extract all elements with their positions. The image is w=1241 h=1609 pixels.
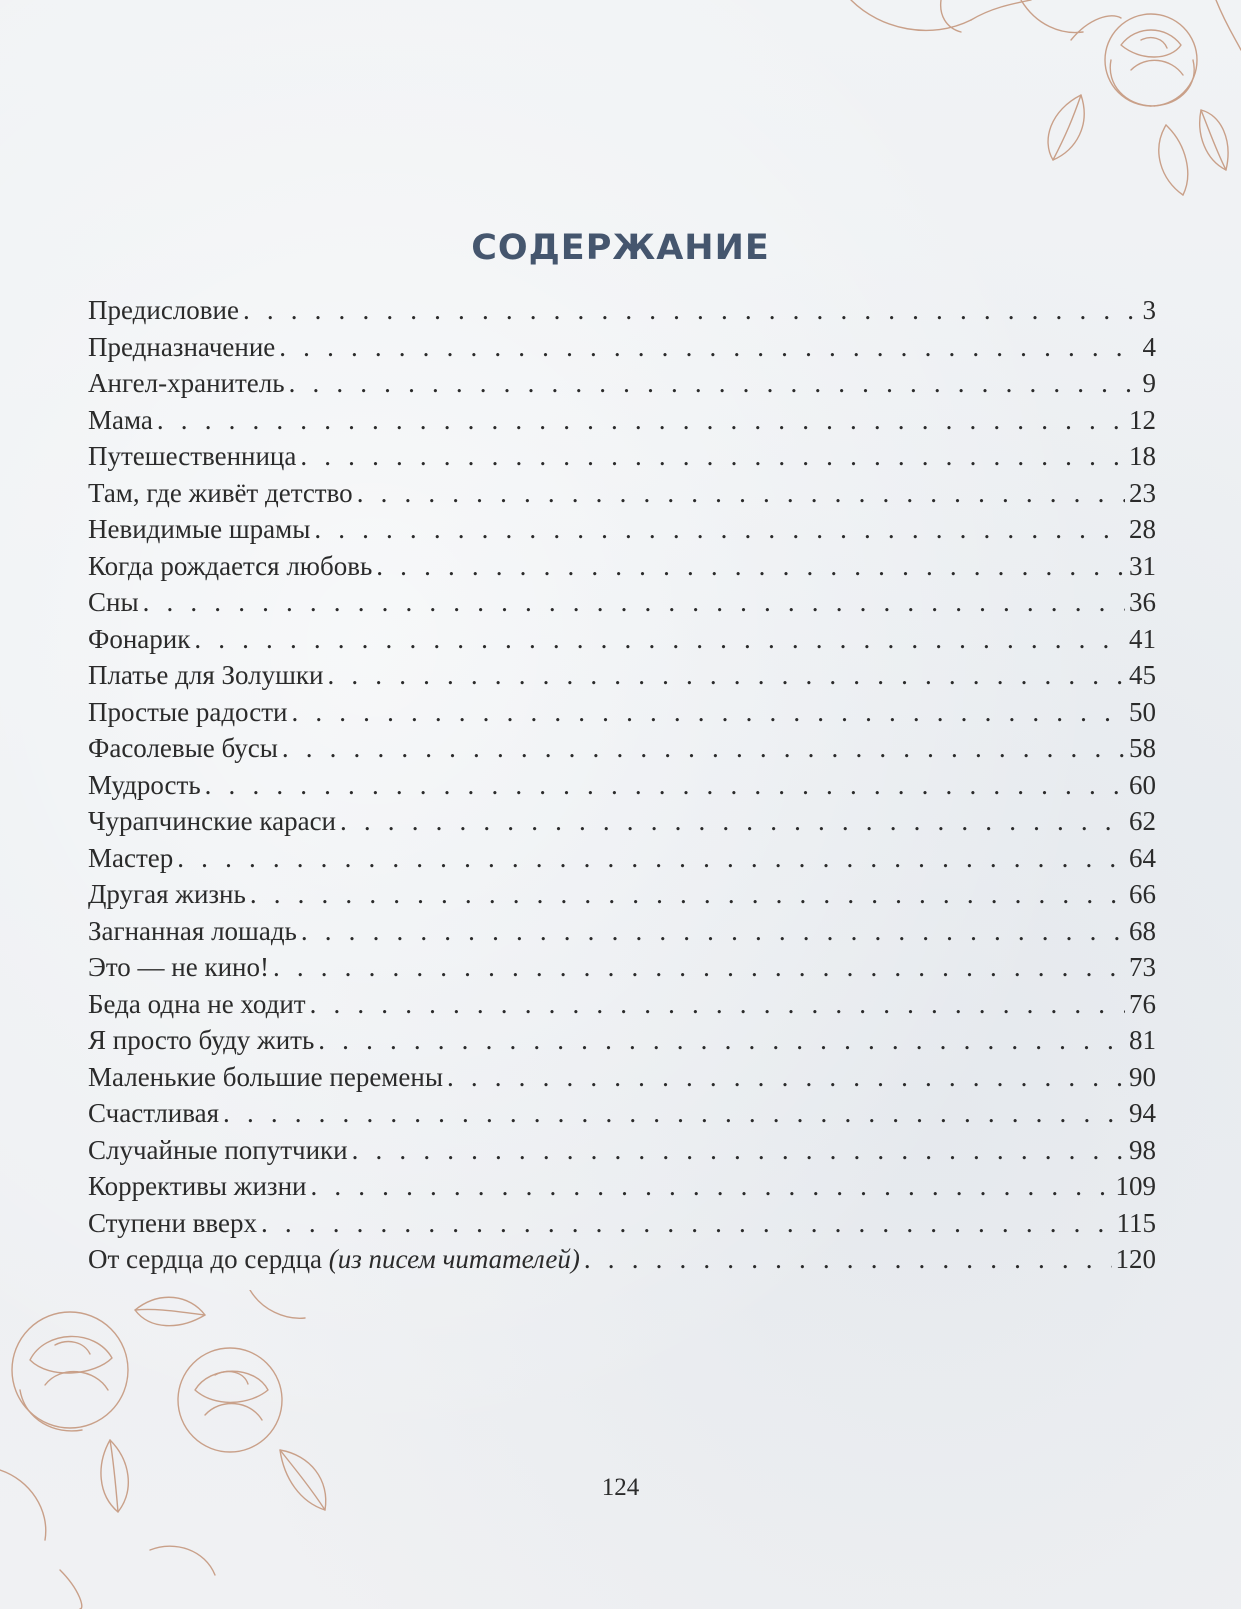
toc-entry-page: 4 [1142,331,1156,362]
dot-leader [177,843,1125,874]
toc-entry-page: 66 [1129,879,1156,909]
toc-entry-title: Когда рождается любовь [88,550,373,581]
toc-entry[interactable] [88,478,1156,515]
toc-entry[interactable] [88,1135,1156,1172]
toc-entry-title: Путешественница [88,441,297,471]
toc-entry-page: 18 [1129,441,1156,471]
dot-leader [143,587,1125,618]
toc-entry-title: Мастер [88,842,174,873]
toc-entry-title: Другая жизнь [88,879,246,909]
toc-entry-title: Фасолевые бусы [88,733,278,763]
toc-entry[interactable] [88,405,1156,442]
toc-heading: СОДЕРЖАНИЕ [471,228,770,268]
table-of-contents [88,295,1156,1281]
dot-leader [340,806,1125,837]
toc-entry-page: 58 [1129,733,1156,763]
toc-entry[interactable] [88,624,1156,661]
toc-entry[interactable] [88,514,1156,551]
dot-leader [447,1062,1125,1093]
toc-entry-title [88,1244,580,1275]
dot-leader [314,514,1125,545]
dot-leader [310,1171,1111,1202]
toc-entry[interactable] [88,1098,1156,1135]
toc-entry[interactable] [88,989,1156,1026]
toc-entry-title: Ступени вверх [88,1207,258,1238]
dot-leader [352,1135,1125,1166]
toc-entry[interactable] [88,441,1156,478]
toc-entry-title: Предназначение [88,331,276,362]
toc-entry-title: Маленькие большие перемены [88,1061,443,1092]
toc-entry[interactable] [88,952,1156,989]
dot-leader [291,697,1125,728]
dot-leader [318,1025,1125,1056]
toc-entry-title: Платье для Золушки [88,660,324,690]
toc-entry-title: Чурапчинские караси [88,806,336,836]
page-number: 124 [601,1474,640,1501]
toc-entry[interactable] [88,660,1156,697]
toc-entry-page: 76 [1129,988,1156,1019]
toc-entry-title: Случайные попутчики [88,1134,348,1165]
toc-entry[interactable] [88,1025,1156,1062]
toc-entry[interactable] [88,879,1156,916]
floral-ornament-bottom-left [0,1290,360,1609]
toc-entry-page: 23 [1129,477,1156,508]
toc-entry-title: Там, где живёт детство [88,477,353,508]
toc-entry[interactable] [88,843,1156,880]
dot-leader [223,1098,1125,1129]
toc-entry-page: 50 [1129,696,1156,727]
toc-entry-title: Мудрость [88,769,201,800]
toc-entry[interactable] [88,1208,1156,1245]
toc-entry-page: 98 [1129,1134,1156,1165]
dot-leader [205,770,1125,801]
toc-entry-title: Загнанная лошадь [88,915,297,946]
dot-leader [243,295,1139,326]
toc-entry[interactable] [88,733,1156,770]
dot-leader [376,551,1125,582]
toc-entry-page: 12 [1129,404,1156,435]
toc-entry-page: 109 [1115,1171,1156,1201]
dot-leader [357,478,1125,509]
toc-entry[interactable] [88,770,1156,807]
toc-entry-page: 36 [1129,587,1156,617]
toc-entry-title: Это — не кино! [88,952,269,982]
toc-entry-page: 64 [1129,842,1156,873]
dot-leader [250,879,1125,910]
dot-leader [194,624,1125,655]
toc-entry[interactable] [88,916,1156,953]
dot-leader [289,368,1139,399]
toc-entry-page: 9 [1142,368,1156,398]
toc-entry-page: 31 [1129,550,1156,581]
dot-leader [282,733,1125,764]
toc-entry[interactable] [88,1171,1156,1208]
toc-entry[interactable] [88,806,1156,843]
toc-entry-title-text: От сердца до сердца [88,1244,323,1274]
toc-entry-page: 62 [1129,806,1156,836]
toc-entry-page: 41 [1129,623,1156,654]
toc-entry-title: Предисловие [88,295,239,325]
toc-entry[interactable] [88,295,1156,332]
toc-entry-page: 60 [1129,769,1156,800]
toc-entry[interactable] [88,1244,1156,1281]
dot-leader [301,916,1125,947]
toc-entry[interactable] [88,332,1156,369]
toc-entry[interactable] [88,368,1156,405]
toc-entry-title: Фонарик [88,623,191,654]
toc-entry[interactable] [88,587,1156,624]
toc-entry[interactable] [88,1062,1156,1099]
toc-entry-title: Мама [88,404,153,435]
toc-entry[interactable] [88,551,1156,588]
toc-entry-title: Счастливая [88,1098,220,1128]
toc-entry-page: 73 [1129,952,1156,982]
toc-entry-page: 81 [1129,1025,1156,1055]
toc-entry-page: 90 [1129,1061,1156,1092]
toc-entry-page: 120 [1115,1244,1156,1274]
toc-entry-title: Коррективы жизни [88,1171,307,1201]
toc-entry-title: Беда одна не ходит [88,988,306,1019]
toc-entry-title: Сны [88,587,139,617]
dot-leader [279,332,1138,363]
toc-entry-note: (из писем читателей) [328,1244,580,1274]
dot-leader [300,441,1125,472]
dot-leader [261,1208,1112,1239]
toc-entry-page: 28 [1129,514,1156,544]
dot-leader [157,405,1125,436]
toc-entry-page: 45 [1129,660,1156,690]
dot-leader [310,989,1125,1020]
dot-leader [273,952,1125,983]
toc-entry-title: Ангел-хранитель [88,368,285,398]
toc-entry-title: Невидимые шрамы [88,514,311,544]
toc-entry-page: 94 [1129,1098,1156,1128]
toc-entry[interactable] [88,697,1156,734]
toc-entry-title: Простые радости [88,696,288,727]
floral-ornament-top-right [821,0,1241,200]
toc-entry-page: 3 [1142,295,1156,325]
toc-entry-title: Я просто буду жить [88,1025,315,1055]
toc-entry-page: 68 [1129,915,1156,946]
toc-entry-page: 115 [1116,1207,1156,1238]
dot-leader [584,1244,1112,1275]
dot-leader [328,660,1126,691]
